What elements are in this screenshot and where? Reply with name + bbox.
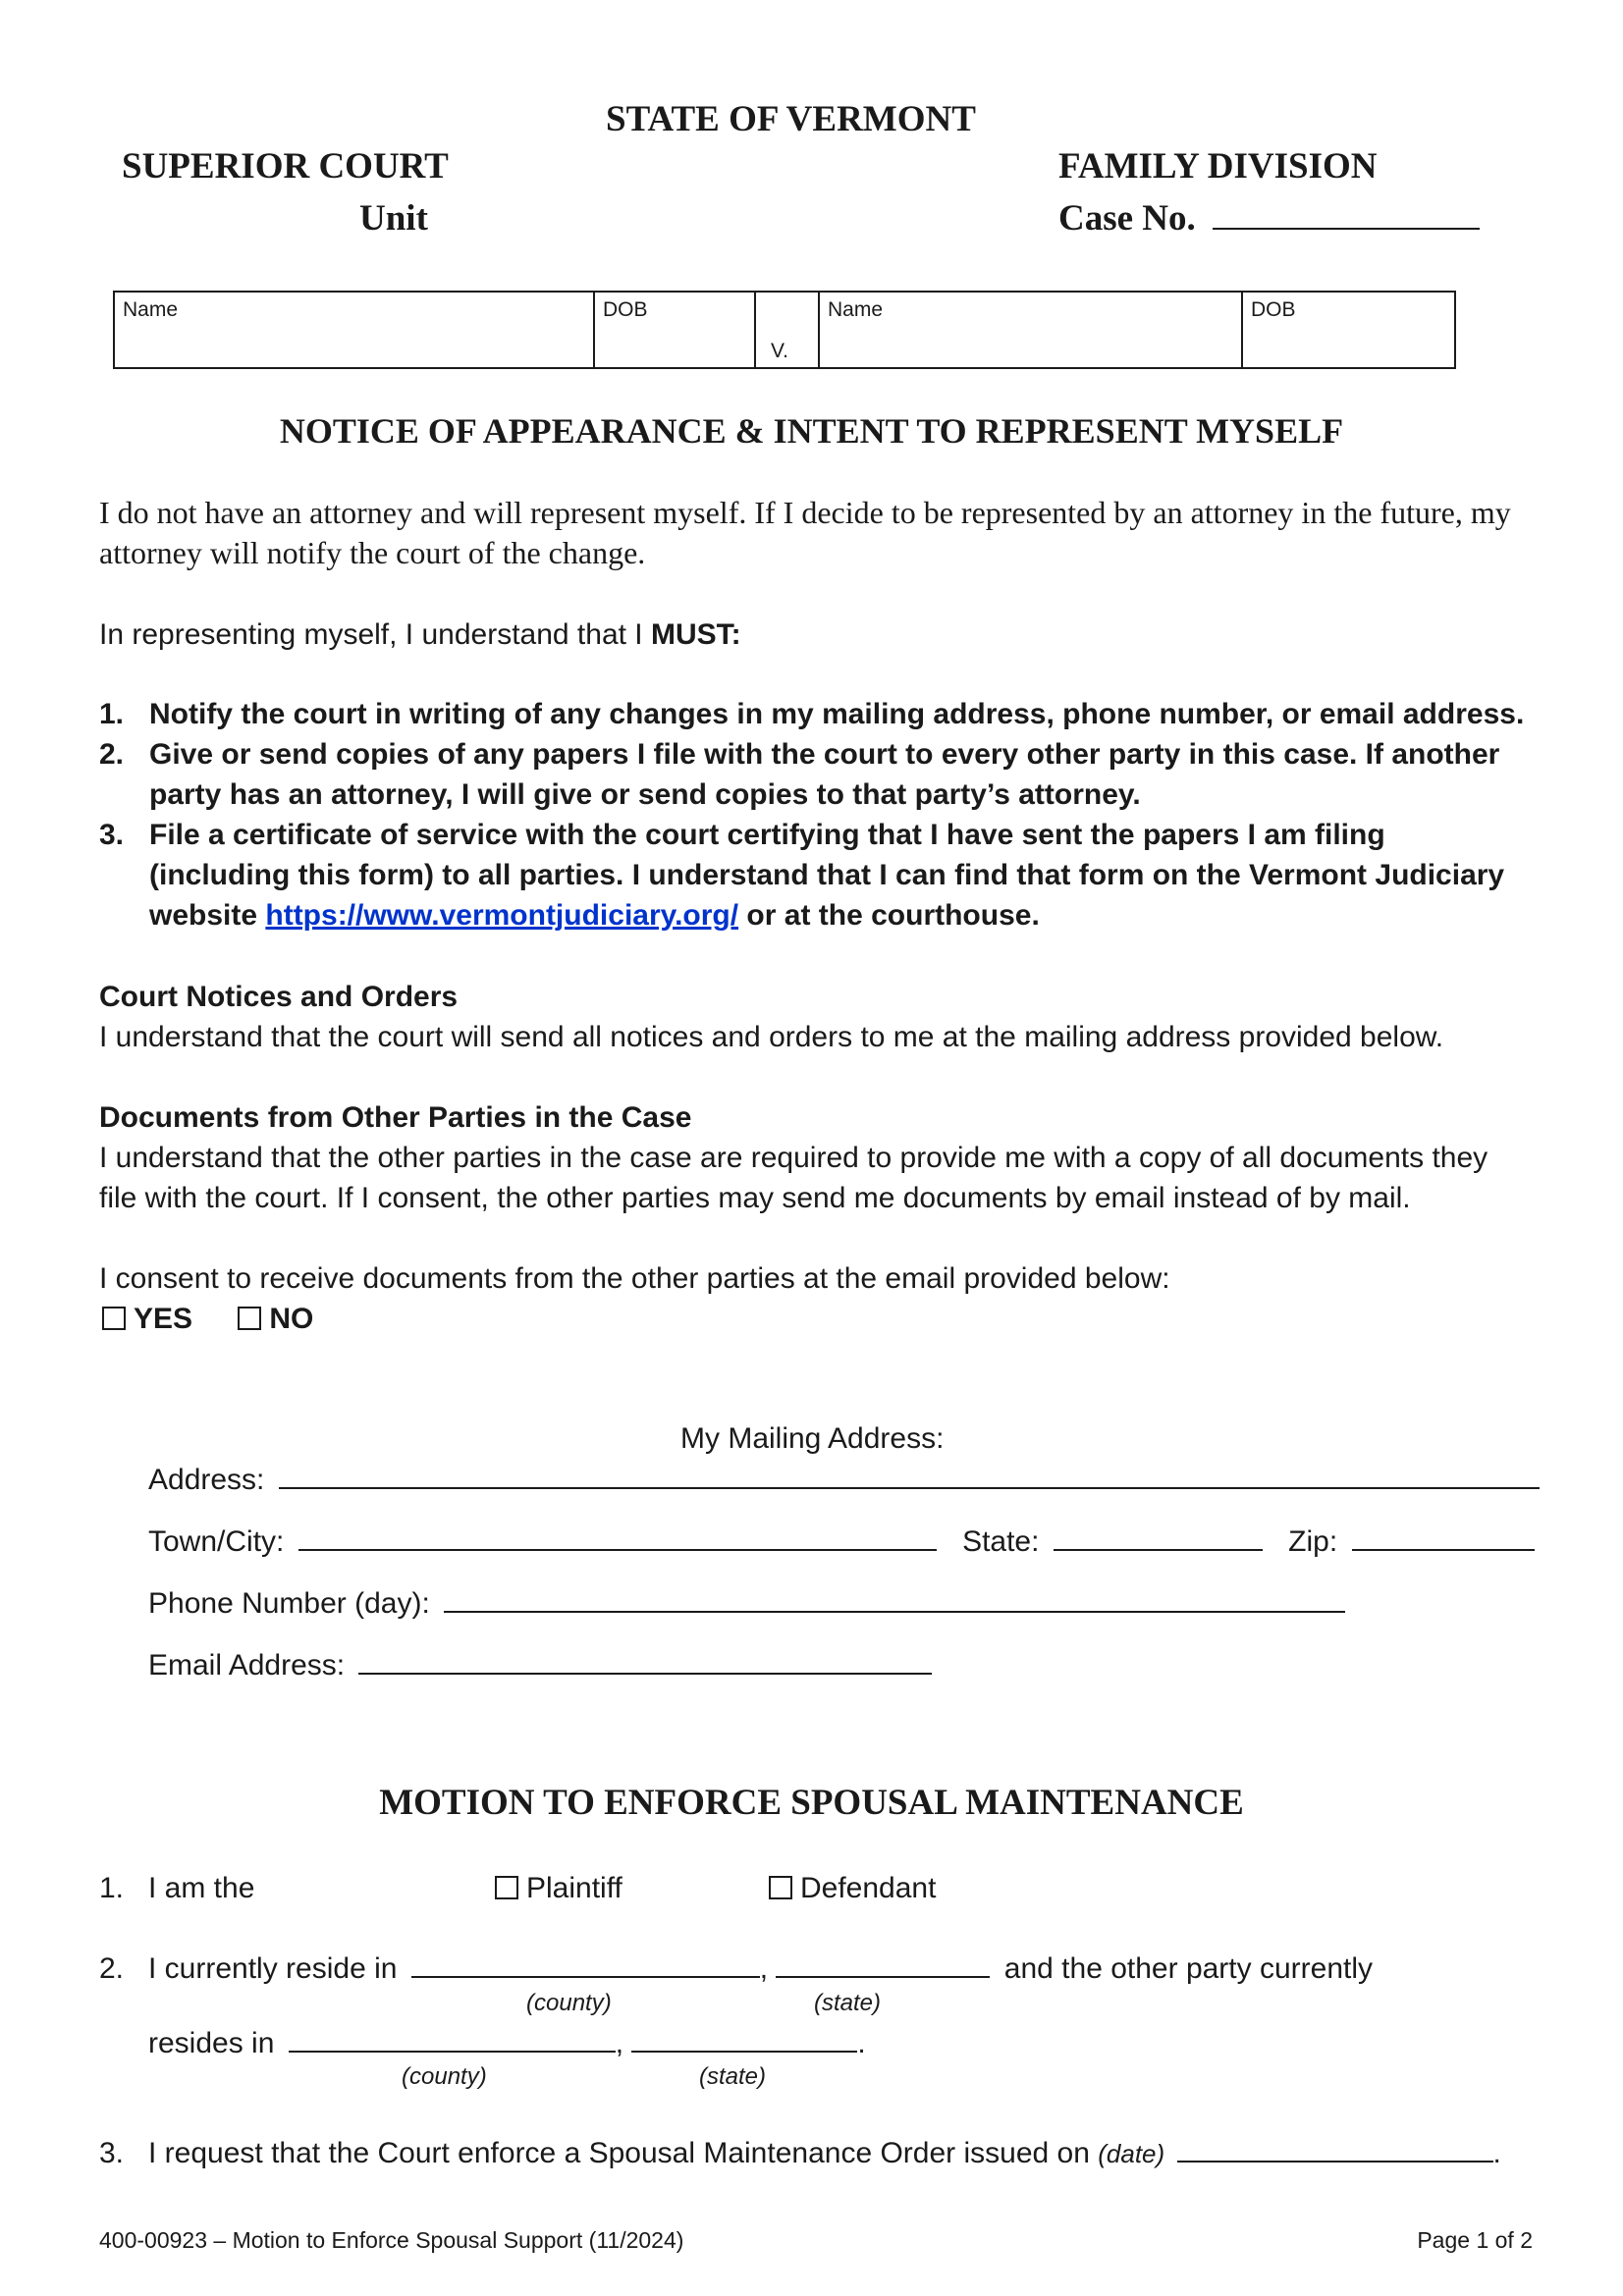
- plaintiff-option[interactable]: [495, 1868, 622, 1908]
- address-label: Address:: [148, 1464, 265, 1496]
- must-emphasis: MUST:: [650, 618, 741, 651]
- party2-name-label: Name: [828, 298, 884, 321]
- my-state-field[interactable]: [776, 1949, 990, 1978]
- party2-dob-field[interactable]: [1243, 293, 1454, 367]
- vermont-judiciary-link[interactable]: https://www.vermontjudiciary.org/: [265, 899, 739, 932]
- my-county-caption: (county): [526, 1990, 612, 2016]
- email-label: Email Address:: [148, 1649, 346, 1682]
- notice-title: NOTICE OF APPEARANCE & INTENT TO REPRESENT MYSELF: [279, 411, 1344, 451]
- party-caption-table: [113, 291, 1456, 369]
- town-label: Town/City:: [148, 1525, 285, 1558]
- page-number: Page 1 of 2: [1417, 2227, 1533, 2253]
- consent-yes[interactable]: [102, 1303, 192, 1335]
- enforce-row: I request that the Court enforce a Spousal Maintenance Order issued on (date) .: [148, 2133, 1501, 2174]
- town-row: [148, 1522, 1535, 1562]
- understand-statement: [99, 614, 741, 655]
- party1-name-label: Name: [123, 298, 179, 321]
- consent-text: I consent to receive documents from the other parties at the email provided below:: [99, 1262, 1170, 1295]
- mailing-heading: My Mailing Address:: [680, 1422, 945, 1455]
- address-field[interactable]: [279, 1460, 1540, 1489]
- list-item-text: File a certificate of service with the court certifying that I have sent the papers I am filing (including this form) to all parties. I understand that I can find that form on the Vermont Judiciary website: [149, 819, 1505, 932]
- consent-options: [102, 1299, 313, 1339]
- other-party-label: and the other party currently: [1003, 1952, 1374, 1985]
- zip-field[interactable]: [1352, 1522, 1535, 1551]
- understand-prefix: In representing myself, I understand that I: [99, 618, 651, 651]
- party1-dob-field[interactable]: [595, 293, 756, 367]
- list-item: [99, 734, 1533, 815]
- date-caption: (date): [1098, 2139, 1165, 2168]
- versus-cell: [756, 293, 820, 367]
- consent-no[interactable]: [238, 1303, 313, 1335]
- yes-checkbox[interactable]: [102, 1307, 126, 1330]
- yes-label: YES: [134, 1303, 193, 1335]
- list-item-suffix: or at the courthouse.: [738, 899, 1040, 932]
- my-state-caption: (state): [814, 1990, 882, 2016]
- address-row: [148, 1460, 1540, 1500]
- motion-item3-number: 3.: [99, 2137, 125, 2169]
- email-row: [148, 1645, 932, 1685]
- list-item-number: 2.: [99, 738, 125, 771]
- court-notices-text: I understand that the court will send all notices and orders to me at the mailing address provided below.: [99, 1021, 1444, 1053]
- defendant-checkbox[interactable]: [769, 1876, 792, 1899]
- list-item-text: Give or send copies of any papers I file with the court to every other party in this case. If another party has an attorney, I will give or send copies to that party’s attorney.: [149, 738, 1500, 811]
- enforce-text: I request that the Court enforce a Spousal Maintenance Order issued on: [148, 2137, 1090, 2169]
- no-checkbox[interactable]: [238, 1307, 261, 1330]
- party1-dob-label: DOB: [603, 298, 648, 321]
- list-item-number: 1.: [99, 698, 125, 730]
- list-item-number: 3.: [99, 819, 125, 851]
- obligations-list: [99, 694, 1533, 935]
- list-item-text: Notify the court in writing of any changes in my mailing address, phone number, or email address.: [149, 698, 1525, 730]
- case-number-label: Case No.: [1058, 198, 1196, 239]
- other-state-field[interactable]: [631, 2023, 857, 2053]
- phone-row: [148, 1583, 1345, 1624]
- plaintiff-label: Plaintiff: [526, 1872, 622, 1904]
- other-state-caption: (state): [699, 2063, 767, 2090]
- defendant-label: Defendant: [800, 1872, 937, 1904]
- unit-label: Unit: [359, 198, 428, 239]
- reside-row: I currently reside in , and the other party currently: [148, 1949, 1373, 1989]
- plaintiff-checkbox[interactable]: [495, 1876, 518, 1899]
- court-title: SUPERIOR COURT: [122, 146, 449, 187]
- town-field[interactable]: [298, 1522, 937, 1551]
- court-notices-heading: Court Notices and Orders: [99, 981, 459, 1013]
- motion-item1-text: I am the: [148, 1872, 255, 1904]
- motion-title: MOTION TO ENFORCE SPOUSAL MAINTENANCE: [379, 1783, 1244, 1823]
- state-field[interactable]: [1054, 1522, 1263, 1551]
- party2-name-field[interactable]: [820, 293, 1243, 367]
- motion-item2-number: 2.: [99, 1952, 125, 1985]
- resides-label: resides in: [148, 2027, 275, 2059]
- phone-label: Phone Number (day):: [148, 1587, 430, 1620]
- no-label: NO: [269, 1303, 314, 1335]
- state-label: State:: [962, 1525, 1040, 1558]
- phone-field[interactable]: [444, 1583, 1345, 1613]
- documents-heading: Documents from Other Parties in the Case: [99, 1101, 692, 1134]
- reside-label: I currently reside in: [148, 1952, 398, 1985]
- division-title: FAMILY DIVISION: [1058, 146, 1378, 187]
- case-number: [1058, 197, 1480, 240]
- motion-item1-number: 1.: [99, 1872, 125, 1904]
- email-field[interactable]: [358, 1645, 932, 1675]
- other-county-field[interactable]: [289, 2023, 616, 2053]
- defendant-option[interactable]: [769, 1868, 936, 1908]
- resides-row: resides in , .: [148, 2023, 866, 2063]
- party1-name-field[interactable]: [115, 293, 595, 367]
- case-number-field[interactable]: [1213, 200, 1480, 230]
- other-county-caption: (county): [402, 2063, 487, 2090]
- notice-intro: I do not have an attorney and will represent myself. If I decide to be represented by an attorney in the future, my attorney will notify the court of the change.: [99, 495, 1511, 570]
- documents-text: I understand that the other parties in the case are required to provide me with a copy of all documents they file with the court. If I consent, the other parties may send me documents by email instead of by mail.: [99, 1142, 1488, 1214]
- my-county-field[interactable]: [411, 1949, 760, 1978]
- order-date-field[interactable]: [1177, 2133, 1493, 2163]
- form-id: 400-00923 – Motion to Enforce Spousal Support (11/2024): [99, 2227, 684, 2253]
- zip-label: Zip:: [1288, 1525, 1338, 1558]
- versus-label: V.: [771, 340, 788, 362]
- state-title: STATE OF VERMONT: [606, 99, 976, 139]
- party2-dob-label: DOB: [1251, 298, 1296, 321]
- list-item: [99, 815, 1533, 935]
- list-item: [99, 694, 1533, 734]
